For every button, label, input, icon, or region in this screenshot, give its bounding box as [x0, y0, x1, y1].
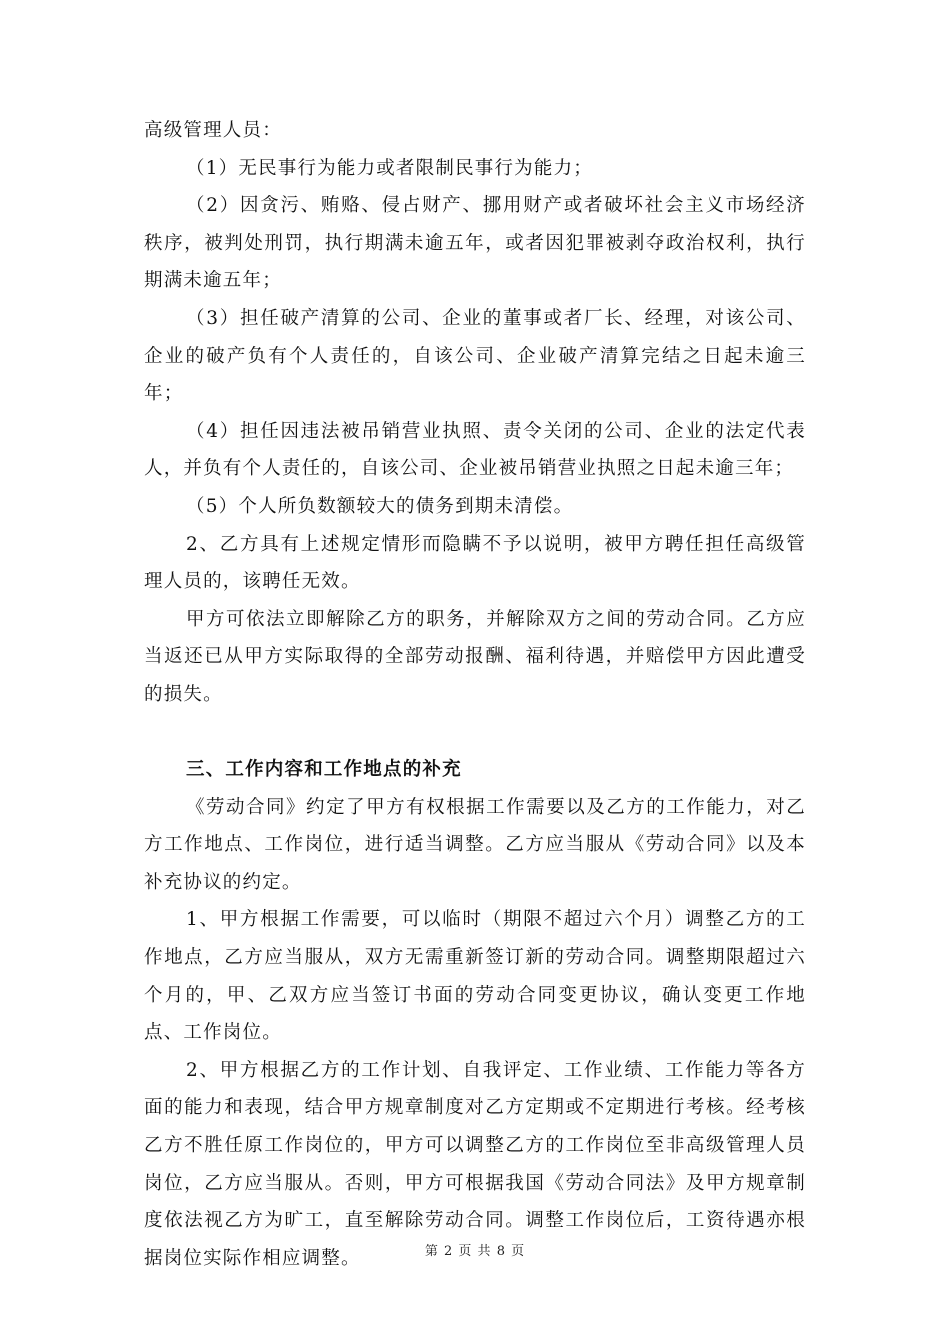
paragraph: （2）因贪污、贿赂、侵占财产、挪用财产或者破坏社会主义市场经济秩序，被判处刑罚，执行期满未逾五年，或者因犯罪被剥夺政治权利，执行期满未逾五年；: [144, 195, 806, 292]
page-number-footer: 第 2 页 共 8 页: [424, 1244, 526, 1259]
paragraph: （1）无民事行为能力或者限制民事行为能力；: [186, 157, 593, 179]
section-heading: 三、工作内容和工作地点的补充: [186, 759, 462, 781]
paragraph: （3）担任破产清算的公司、企业的董事或者厂长、经理，对该公司、企业的破产负有个人责任的，自该公司、企业破产清算完结之日起未逾三年；: [144, 307, 806, 405]
paragraph: （4）担任因违法被吊销营业执照、责令关闭的公司、企业的法定代表人，并负有个人责任的，自该公司、企业被吊销营业执照之日起未逾三年；: [144, 420, 806, 480]
paragraph: 2、甲方根据乙方的工作计划、自我评定、工作业绩、工作能力等各方面的能力和表现，结合甲方规章制度对乙方定期或不定期进行考核。经考核乙方不胜任原工作岗位的，甲方可以调整乙方的工作岗位至非高级管理人员岗位，乙方应当服从。否则，甲方可根据我国《劳动合同法》及甲方规章制度依法视乙方为旷工，直至解除劳动合同。调整工作岗位后，工资待遇亦根据岗位实际作相应调整。: [144, 1059, 806, 1269]
document-body: [144, 112, 806, 1277]
paragraph: 2、乙方具有上述规定情形而隐瞒不予以说明，被甲方聘任担任高级管理人员的，该聘任无效。: [144, 533, 806, 593]
paragraph: 《劳动合同》约定了甲方有权根据工作需要以及乙方的工作能力，对乙方工作地点、工作岗位，进行适当调整。乙方应当服从《劳动合同》以及本补充协议的约定。: [144, 796, 806, 893]
section-spacer: [144, 714, 806, 752]
paragraph: 甲方可依法立即解除乙方的职务，并解除双方之间的劳动合同。乙方应当返还已从甲方实际取得的全部劳动报酬、福利待遇，并赔偿甲方因此遭受的损失。: [144, 608, 806, 705]
paragraph: 1、甲方根据工作需要，可以临时（期限不超过六个月）调整乙方的工作地点，乙方应当服从，双方无需重新签订新的劳动合同。调整期限超过六个月的，甲、乙双方应当签订书面的劳动合同变更协议，确认变更工作地点、工作岗位。: [144, 909, 806, 1044]
paragraph: 高级管理人员：: [144, 120, 282, 141]
paragraph: （5）个人所负数额较大的债务到期未清偿。: [186, 495, 574, 517]
